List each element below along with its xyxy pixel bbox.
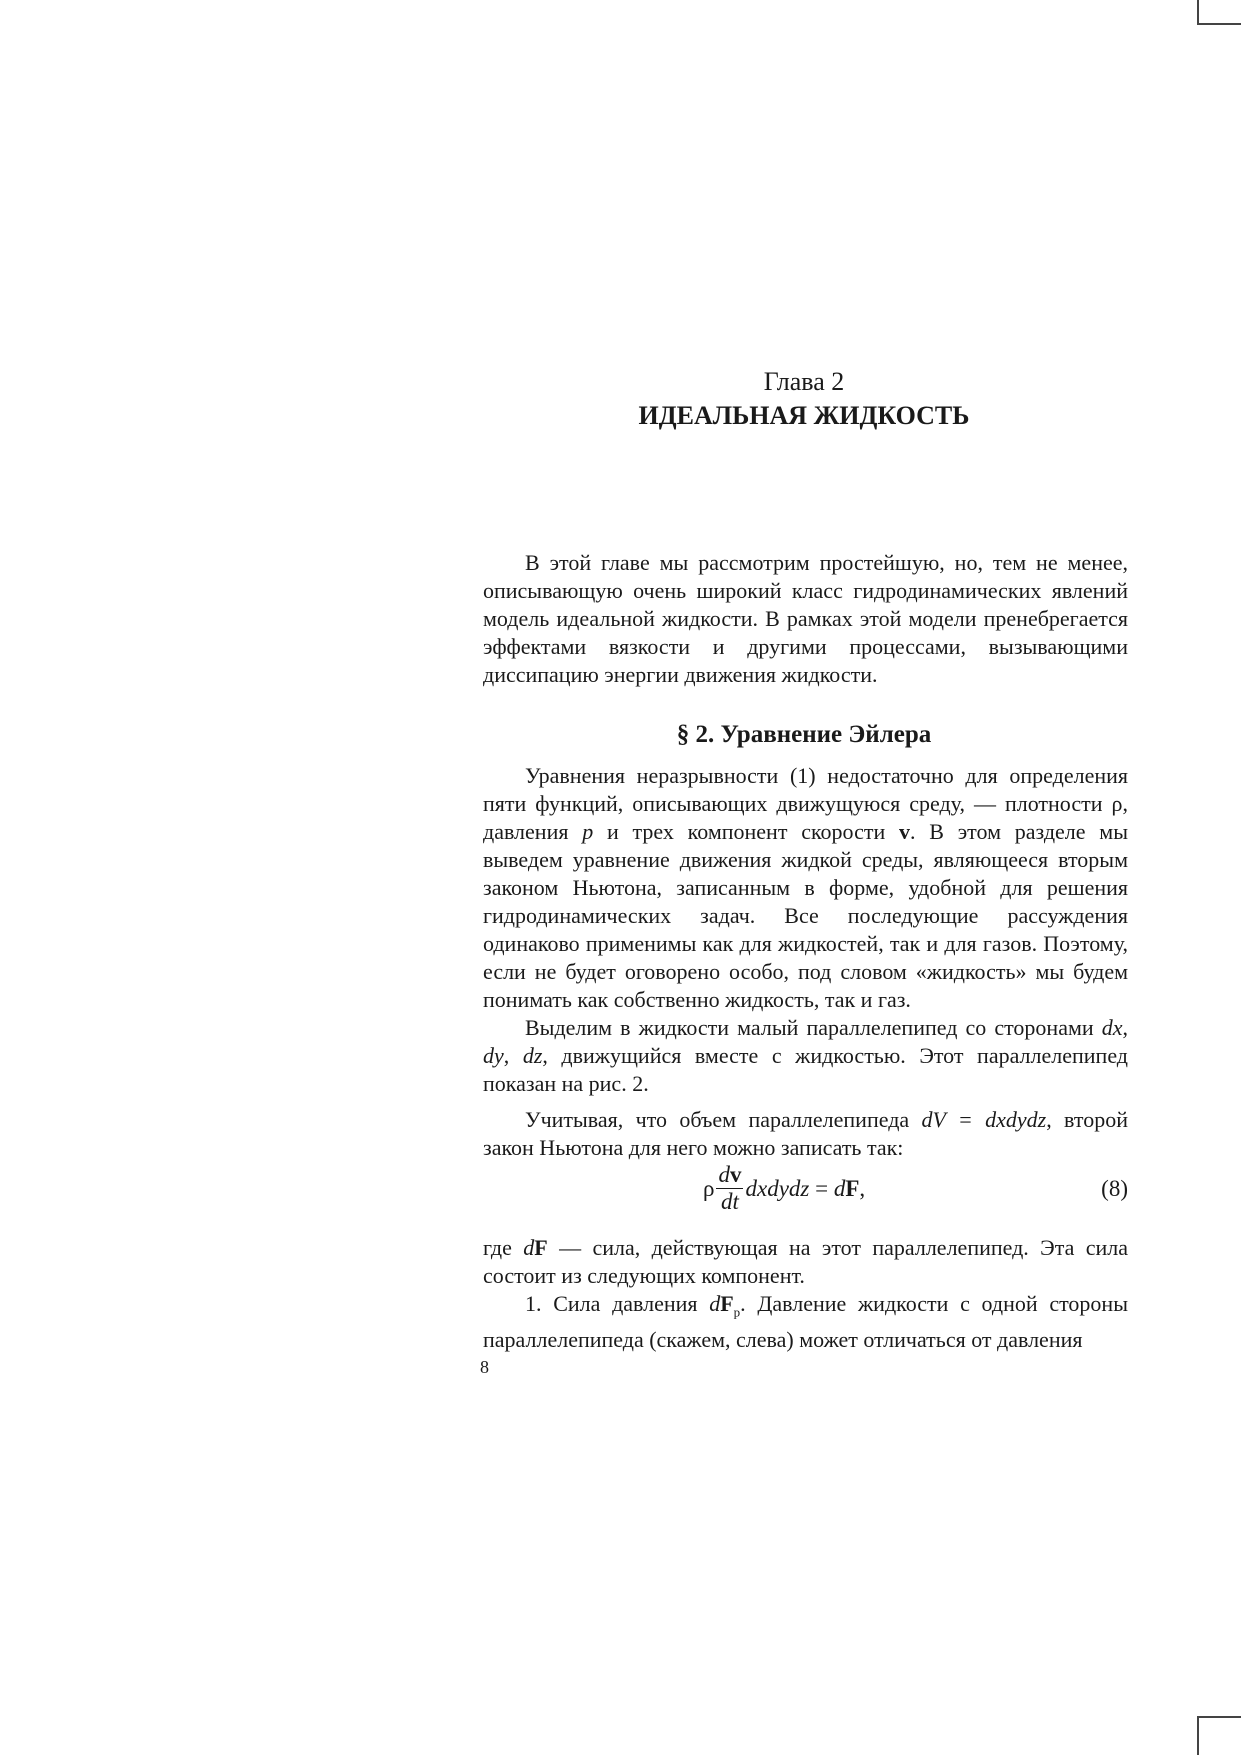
chapter-title: ИДЕАЛЬНАЯ ЖИДКОСТЬ (638, 401, 970, 430)
crop-mark-top-horizontal (1197, 23, 1241, 25)
paragraph-continuity: Уравнения неразрывности (1) недостаточно для определения пяти функций, описывающих движущуюся среду, — плотности ρ, давления p и трех компонент скорости v. В этом разделе мы выведем уравнение движения жидкой среды, являющееся вторым законом Ньютона, записанным в форме, удобной для решения гидродинамических задач. Все последующие рассуждения одинаково применимы как для жидкостей, так и для газов. Поэтому, если не будет оговорено особо, под словом «жидкость» мы будем понимать как собственно жидкость, так и газ. (483, 763, 1128, 1012)
crop-mark-bottom-horizontal (1197, 1716, 1241, 1718)
equation-body: ρ $\frac{dv}{dt}$ dxdydz = d F , (703, 1162, 866, 1214)
equation-8 (483, 1158, 1128, 1222)
paragraph-parallelepiped: Выделим в жидкости малый параллелепипед со сторонами dx, dy, dz, движущийся вместе с жидкостью. Этот параллелепипед показан на рис. 2. (483, 1015, 1128, 1096)
equation-fraction: $\frac{dv}{dt}$ (718, 1162, 742, 1214)
section-title: § 2. Уравнение Эйлера (676, 721, 932, 748)
equation-number: (8) (1101, 1176, 1128, 1201)
crop-mark-top-vertical (1197, 0, 1199, 24)
body-text-2 (483, 1234, 1128, 1354)
paragraph-pressure-force: 1. Сила давления $dF_p$. Давление жидкости с одной стороны параллелепипеда (скажем, слева) может отличаться от давления (483, 1291, 1128, 1353)
chapter-label: Глава 2 (763, 367, 845, 396)
page-number: 8 (480, 1357, 489, 1377)
body-text-1 (483, 762, 1128, 1162)
intro-paragraph: В этой главе мы рассмотрим простейшую, но, тем не менее, описывающую очень широкий класс гидродинамических явлений модель идеальной жидкости. В рамках этой модели пренебрегается эффектами вязкости и другими процессами, вызывающими диссипацию энергии движения жидкости. (483, 550, 1128, 687)
paragraph-force: где dF — сила, действующая на этот параллелепипед. Эта сила состоит из следующих компонент. (483, 1235, 1128, 1288)
crop-mark-bottom-vertical (1197, 1716, 1199, 1755)
paragraph-newton-law: Учитывая, что объем параллелепипеда dV = dxdydz, второй закон Ньютона для него можно записать так: (483, 1107, 1128, 1160)
